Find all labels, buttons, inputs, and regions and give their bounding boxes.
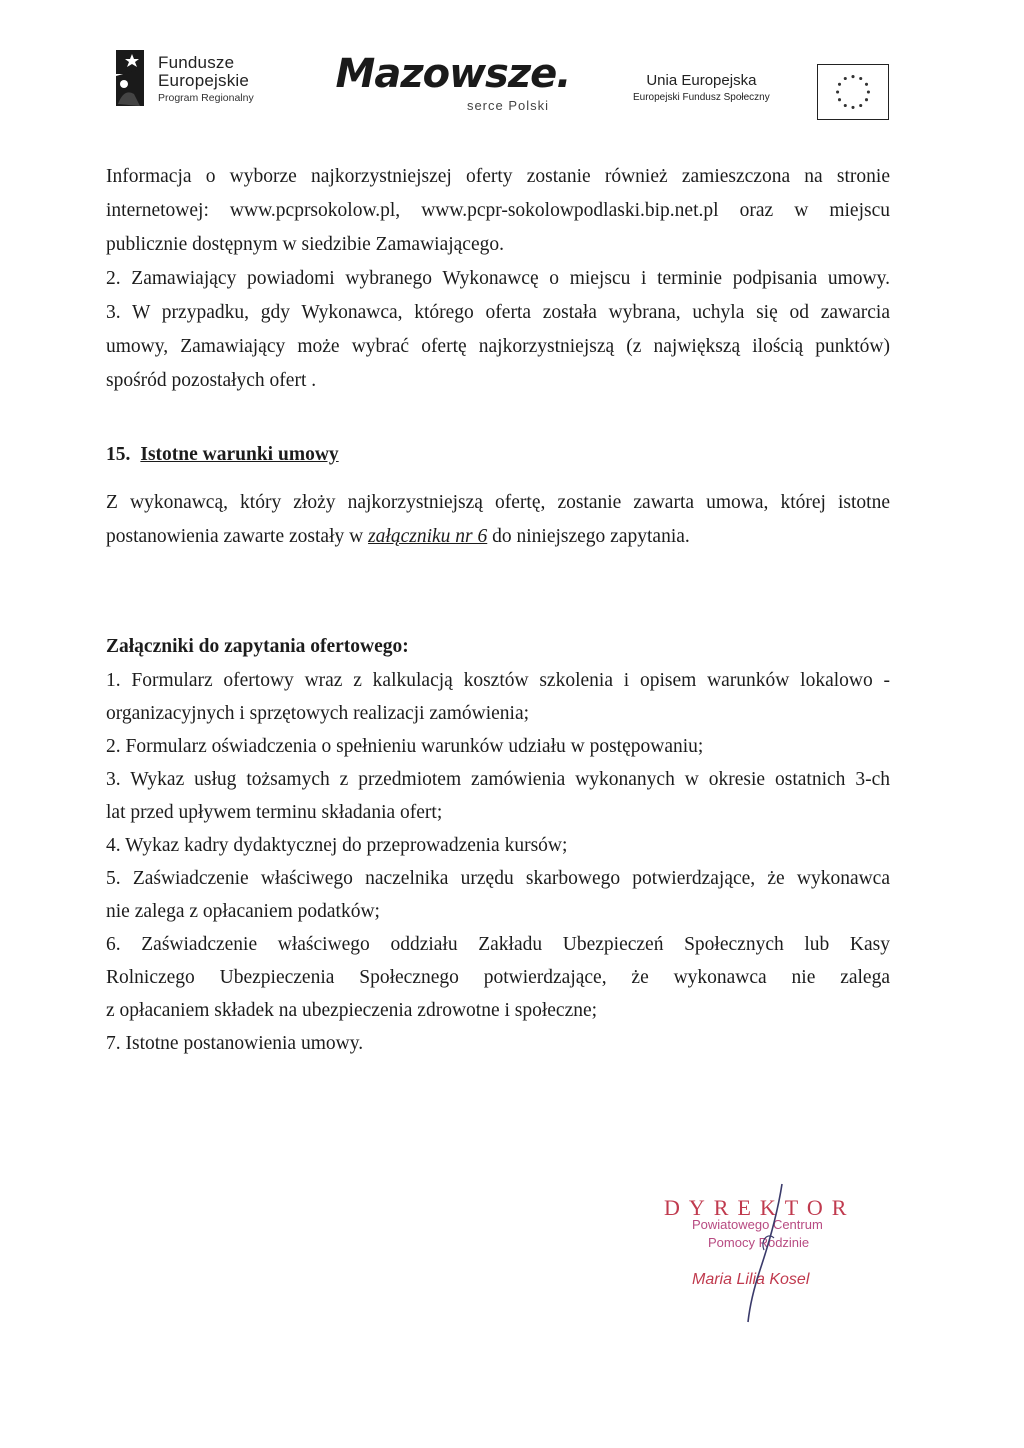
- eu-flag-icon: [817, 64, 889, 120]
- text-line: Rolniczego Ubezpieczenia Społecznego potwierdzające, że wykonawca nie zalega: [106, 967, 890, 988]
- section-title: Istotne warunki umowy: [140, 444, 339, 465]
- ue-logo-line2: Europejski Fundusz Społeczny: [633, 92, 770, 103]
- attachments-title: Załączniki do zapytania ofertowego:: [106, 636, 409, 657]
- text-line: umowy, Zamawiający może wybrać ofertę najkorzystniejszą (z największą ilością punktów): [106, 336, 890, 357]
- attachments-list: [106, 664, 890, 1060]
- paragraph-publication-info: [106, 160, 890, 262]
- text-line: 1. Formularz ofertowy wraz z kalkulacją kosztów szkolenia i opisem warunków lokalowo -: [106, 670, 890, 691]
- list-item: [106, 1027, 890, 1060]
- mazowsze-wordmark: Mazowsze.: [335, 51, 571, 97]
- attachments-heading: [106, 630, 890, 664]
- handwritten-signature: [720, 1180, 800, 1330]
- text-line: 3. Wykaz usług tożsamych z przedmiotem zamówienia wykonanych w okresie ostatnich 3-ch: [106, 769, 890, 790]
- section-heading-15: [106, 438, 890, 472]
- text-line: internetowej: www.pcprsokolow.pl, www.pcpr-sokolowpodlaski.bip.net.pl oraz w miejscu: [106, 200, 890, 221]
- document-body: [106, 160, 890, 1060]
- list-item: [106, 928, 890, 1027]
- list-item: [106, 862, 890, 928]
- ue-logo-text: [633, 72, 770, 106]
- header-logos: [0, 44, 1024, 134]
- fe-logo-line2: Europejskie: [158, 71, 250, 90]
- text-line: 7. Istotne postanowienia umowy.: [106, 1033, 364, 1054]
- text-line: spośród pozostałych ofert .: [106, 370, 317, 391]
- attachment-6-reference: załączniku nr 6: [368, 526, 488, 547]
- fe-logo-line1: Fundusze: [158, 53, 235, 72]
- fe-logo-text: [158, 54, 254, 106]
- mazowsze-tagline: serce Polski: [466, 98, 550, 113]
- ue-logo-line1: Unia Europejska: [646, 72, 757, 89]
- stamp-name: Maria Lilia Kosel: [692, 1271, 810, 1288]
- text-line: 2. Formularz oświadczenia o spełnieniu warunków udziału w postępowaniu;: [106, 736, 704, 757]
- paragraph-point-2: [106, 262, 890, 296]
- text-line: 2. Zamawiający powiadomi wybranego Wykonawcę o miejscu i terminie podpisania umowy.: [106, 268, 890, 289]
- text-fragment: do niniejszego zapytania.: [487, 526, 690, 547]
- text-line: Informacja o wyborze najkorzystniejszej oferty zostanie również zamieszczona na stronie: [106, 166, 890, 187]
- fe-emblem-icon: [110, 48, 150, 110]
- list-item: [106, 730, 890, 763]
- text-fragment: postanowienia zawarte zostały w: [106, 526, 369, 547]
- list-item: [106, 763, 890, 829]
- list-item: [106, 664, 890, 730]
- fe-logo-line3: Program Regionalny: [158, 92, 254, 104]
- list-item: [106, 829, 890, 862]
- text-line: nie zalega z opłacaniem podatków;: [106, 901, 380, 922]
- text-line: Z wykonawcą, który złoży najkorzystniejszą ofertę, zostanie zawarta umowa, której istotne: [106, 492, 890, 513]
- text-line: 5. Zaświadczenie właściwego naczelnika urzędu skarbowego potwierdzające, że wykonawca: [106, 868, 890, 889]
- text-line: organizacyjnych i sprzętowych realizacji zamówienia;: [106, 703, 530, 724]
- text-line: 6. Zaświadczenie właściwego oddziału Zakładu Ubezpieczeń Społecznych lub Kasy: [106, 934, 890, 955]
- text-line: 3. W przypadku, gdy Wykonawca, którego oferta została wybrana, uchyla się od zawarcia: [106, 302, 890, 323]
- stamp-line2: Powiatowego Centrum: [692, 1217, 823, 1232]
- section-number: 15.: [106, 444, 131, 465]
- text-line: z opłacaniem składek na ubezpieczenia zdrowotne i społeczne;: [106, 1000, 598, 1021]
- paragraph-contract-terms: [106, 486, 890, 554]
- paragraph-point-3: [106, 296, 890, 398]
- text-line: lat przed upływem terminu składania ofert;: [106, 802, 443, 823]
- stamp-title: DYREKTOR: [664, 1195, 856, 1220]
- mazowsze-logo: [318, 52, 588, 113]
- stamp-line3: Pomocy Rodzinie: [708, 1235, 810, 1250]
- text-line: 4. Wykaz kadry dydaktycznej do przeprowadzenia kursów;: [106, 835, 568, 856]
- text-line: publicznie dostępnym w siedzibie Zamawiającego.: [106, 234, 504, 255]
